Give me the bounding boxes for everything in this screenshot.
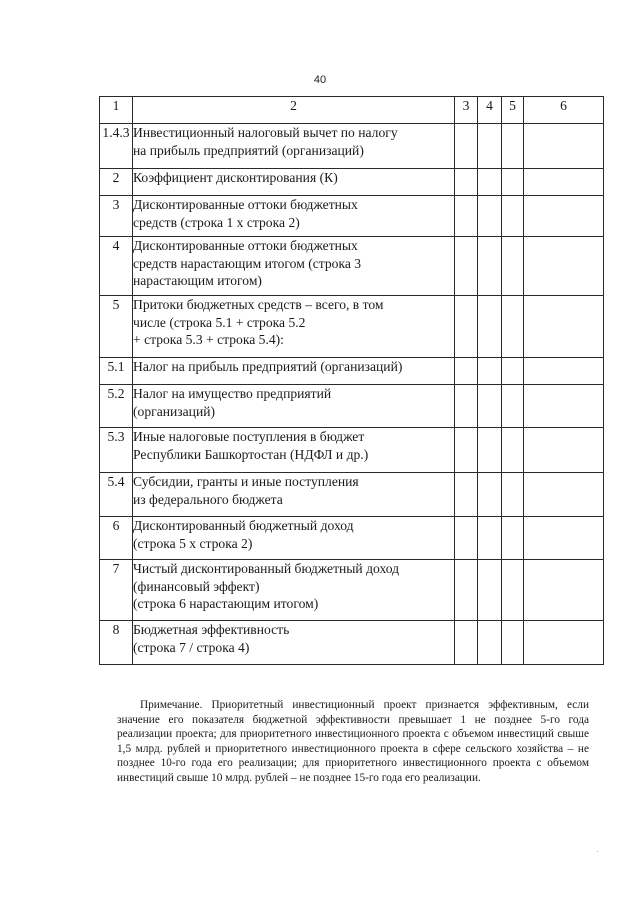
empty-cell [502,621,524,665]
description-line: из федерального бюджета [133,491,283,507]
empty-cell [455,169,478,196]
description-line: Чистый дисконтированный бюджетный доход [133,561,400,576]
row-number: 5.3 [100,428,133,473]
empty-cell [478,237,502,296]
description-line: средств (строка 1 х строка 2) [133,214,300,230]
empty-cell [524,428,604,473]
empty-cell [455,358,478,385]
description-line: Дисконтированные оттоки бюджетных [133,197,358,212]
column-header: 6 [524,97,604,124]
description-line: + строка 5.3 + строка 5.4): [133,332,284,347]
empty-cell [524,169,604,196]
empty-cell [478,385,502,428]
page-number: 40 [313,74,327,86]
empty-cell [455,473,478,517]
row-description [133,621,455,665]
empty-cell [502,428,524,473]
table-row [100,517,604,560]
row-number: 5.4 [100,473,133,517]
table-header-row [100,97,604,124]
description-line: (финансовый эффект) [133,578,260,594]
empty-cell [502,473,524,517]
empty-cell [478,196,502,237]
description-line: на прибыль предприятий (организаций) [133,142,364,158]
empty-cell [502,169,524,196]
description-line: нарастающим итогом) [133,273,262,288]
description-line: Дисконтированный бюджетный доход [133,518,354,533]
table-row [100,358,604,385]
row-description [133,124,455,169]
row-number: 5 [100,296,133,358]
description-line: Дисконтированные оттоки бюджетных [133,238,358,253]
table-row [100,237,604,296]
empty-cell [502,196,524,237]
empty-cell [455,517,478,560]
row-description [133,296,455,358]
empty-cell [455,237,478,296]
empty-cell [502,296,524,358]
margin-mark: · [596,846,599,856]
empty-cell [455,428,478,473]
description-line: Коэффициент дисконтирования (К) [133,170,338,185]
row-number: 1.4.3 [100,124,133,169]
row-number: 5.1 [100,358,133,385]
budget-efficiency-table [99,96,604,665]
row-number: 4 [100,237,133,296]
row-description [133,428,455,473]
table-row [100,296,604,358]
description-line: Бюджетная эффективность [133,622,290,637]
empty-cell [502,560,524,621]
description-line: Налог на прибыль предприятий (организаций) [133,359,403,374]
description-line: Республики Башкортостан (НДФЛ и др.) [133,446,369,462]
empty-cell [502,358,524,385]
table-row [100,169,604,196]
column-header: 5 [502,97,524,124]
table-row [100,385,604,428]
empty-cell [524,560,604,621]
description-line: Субсидии, гранты и иные поступления [133,474,359,489]
row-number: 7 [100,560,133,621]
empty-cell [478,169,502,196]
empty-cell [502,237,524,296]
table-row [100,560,604,621]
empty-cell [524,237,604,296]
description-line: (организаций) [133,403,216,419]
empty-cell [478,358,502,385]
row-number: 3 [100,196,133,237]
table-row [100,124,604,169]
footnote: Примечание. Приоритетный инвестиционный проект признается эффективным, если значение его показателя бюджетной эффективности превышает 1 не позднее 5-го года реализации проекта; для приоритетного инвестиционного проекта с объемом инвестиций свыше 1,5 млрд. рублей и приоритетного инвестиционного проекта в сфере сельского хозяйства – не позднее 10-го года его реализации; для приоритетного инвестиционного проекта с объемом инвестиций свыше 10 млрд. рублей – не позднее 15-го года его реализации. [117,699,589,784]
row-description [133,237,455,296]
row-description [133,358,455,385]
description-line: Налог на имущество предприятий [133,386,332,401]
description-line: Иные налоговые поступления в бюджет [133,429,365,444]
row-description [133,560,455,621]
empty-cell [524,196,604,237]
empty-cell [524,621,604,665]
empty-cell [478,560,502,621]
empty-cell [502,385,524,428]
row-number: 5.2 [100,385,133,428]
empty-cell [478,517,502,560]
empty-cell [478,124,502,169]
table-row [100,473,604,517]
empty-cell [502,517,524,560]
description-line: средств нарастающим итогом (строка 3 [133,255,362,271]
description-line: Притоки бюджетных средств – всего, в том [133,297,384,312]
row-description [133,385,455,428]
empty-cell [502,124,524,169]
description-line: (строка 6 нарастающим итогом) [133,596,319,611]
table-row [100,428,604,473]
table-row [100,621,604,665]
empty-cell [524,473,604,517]
empty-cell [478,296,502,358]
empty-cell [524,517,604,560]
table-row [100,196,604,237]
row-number: 2 [100,169,133,196]
column-header: 4 [478,97,502,124]
row-description [133,196,455,237]
empty-cell [478,428,502,473]
empty-cell [524,124,604,169]
empty-cell [455,621,478,665]
row-number: 6 [100,517,133,560]
description-line: Инвестиционный налоговый вычет по налогу [133,125,398,140]
empty-cell [478,621,502,665]
row-description [133,169,455,196]
empty-cell [524,296,604,358]
empty-cell [524,358,604,385]
column-header: 1 [100,97,133,124]
row-description [133,473,455,517]
description-line: (строка 5 х строка 2) [133,535,253,551]
empty-cell [455,560,478,621]
row-description [133,517,455,560]
column-header: 3 [455,97,478,124]
empty-cell [478,473,502,517]
empty-cell [455,296,478,358]
empty-cell [455,196,478,237]
column-header: 2 [133,97,455,124]
empty-cell [455,385,478,428]
row-number: 8 [100,621,133,665]
description-line: числе (строка 5.1 + строка 5.2 [133,314,306,330]
empty-cell [455,124,478,169]
empty-cell [524,385,604,428]
description-line: (строка 7 / строка 4) [133,639,250,655]
